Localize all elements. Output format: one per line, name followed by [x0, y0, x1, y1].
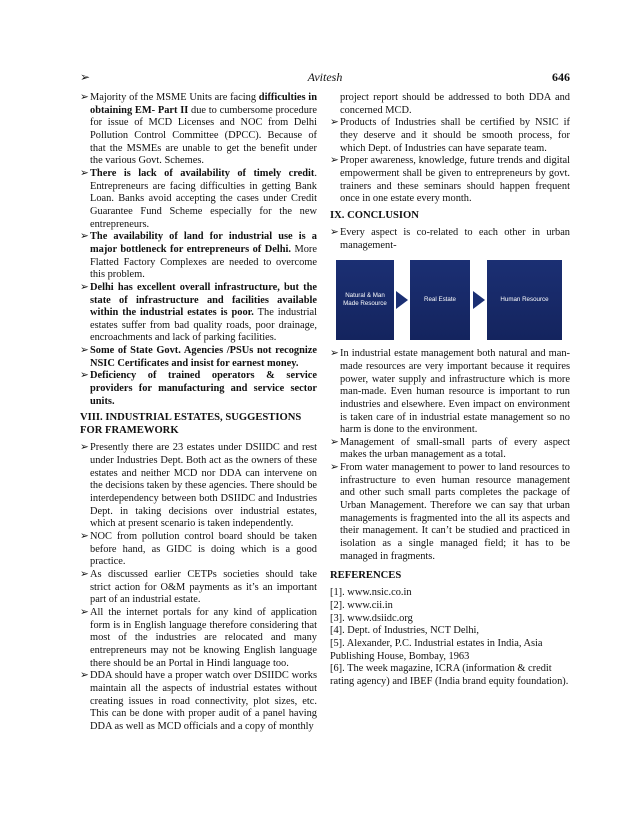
bullet-arrow-icon: ➢: [80, 370, 89, 382]
bullet-arrow-icon: ➢: [330, 462, 339, 474]
reference-item: [6]. The week magazine, ICRA (information & credit rating agency) and IBEF (India brand equity foundation).: [330, 663, 569, 687]
bullet-arrow-icon: ➢: [330, 436, 339, 448]
list-item: ➢ All the internet portals for any kind of application form is in English language therefore considering that most of the industries are relocated and many entrepreneurs may not be knowing English language there should be an Portal in Hindi language too.: [80, 606, 317, 669]
right-column: [330, 92, 570, 689]
list-item: ➢ Majority of the MSME Units are facing difficulties in obtaining EM- Part II due to cumbersome procedure for issue of MCD Licenses and NOC from Delhi Pollution Control Committee (DPCC). Because of that the MSMEs are unable to get the benefit under the various Govt. Schemes.: [80, 92, 317, 167]
list-item: ➢ As discussed earlier CETPs societies should take strict action for O&M payments as it’s an important part of an industrial estate.: [80, 568, 317, 606]
diagram-box-human-resource: Human Resource: [487, 260, 562, 340]
list-item: ➢ The availability of land for industrial use is a major bottleneck for entrepreneurs of Delhi. More Flatted Factory Complexes are needed to overcome this problem.: [80, 231, 317, 281]
bullet-arrow-icon: ➢: [330, 348, 339, 360]
list-item: ➢ DDA should have a proper watch over DSIIDC works maintain all the aspects of industrial estates without creating issues in road connectivity, plot sizes, etc. This can be done with proper audit of a panel having DDA as well as MCD officials and a copy of monthly: [80, 670, 317, 732]
bullet-arrow-icon: ➢: [330, 155, 339, 167]
list-item: ➢ Proper awareness, knowledge, future trends and digital empowerment shall be given to entrepreneurs by govt. trainers and these seminars should happen frequent once in one estate every month.: [330, 155, 570, 205]
continued-text: project report should be addressed to both DDA and concerned MCD.: [340, 92, 570, 116]
bullet-arrow-icon: ➢: [80, 531, 89, 542]
list-item: ➢ Delhi has excellent overall infrastructure, but the state of infrastructure and facilities available within the industrial estates is poor. The industrial estates suffer from bad quality roads, poor drainage, encroachments and lack of parking facilities.: [80, 281, 317, 344]
reference-item: [4]. Dept. of Industries, NCT Delhi,: [330, 625, 480, 637]
bold-phrase: The availability of land for industrial use is a major bottleneck for entrepreneurs of Delhi.: [90, 231, 317, 255]
diagram-arrow-icon: [396, 291, 408, 309]
bullet-arrow-icon: ➢: [80, 568, 89, 580]
bold-phrase: difficulties in obtaining EM- Part II: [90, 92, 317, 116]
bullet-arrow-icon: ➢: [80, 167, 89, 179]
list-item: [80, 370, 317, 408]
reference-item: [3]. www.dsiidc.org: [330, 612, 413, 624]
bullet-arrow-icon: ➢: [80, 606, 89, 618]
reference-item: [5]. Alexander, P.C. Industrial estates in India, Asia Publishing House, Bombay, 1963: [330, 638, 543, 662]
bullet-arrow-icon: ➢: [80, 442, 89, 454]
references-heading: REFERENCES: [330, 570, 402, 582]
bold-phrase: Deficiency of trained operators & service providers for manufacturing and service sector units.: [90, 370, 317, 407]
list-item: ➢ Products of Industries shall be certified by NSIC if they deserve and it should be smooth process, for which Dept. of Industries can have separate team.: [330, 117, 570, 154]
bullet-arrow-icon: ➢: [80, 281, 89, 293]
urban-management-diagram: [336, 260, 562, 340]
section-heading-ix: IX. CONCLUSION: [330, 209, 419, 221]
header-arrow-icon: ➢: [80, 70, 91, 84]
bullet-arrow-icon: ➢: [330, 117, 339, 129]
list-item: ➢ In industrial estate management both natural and man-made resources are very important because it requires power, water supply and infrastructure which is more man-made. Even human resource is important to run industries and elsewhere. Even impact on environment is taken care of in industrial estate management so no harm is done to the environment.: [330, 348, 570, 436]
bold-phrase: Some of State Govt. Agencies /PSUs not recognize NSIC Certificates and insist for earnest money.: [90, 345, 317, 369]
list-item: ➢ Presently there are 23 estates under DSIIDC and rest under Industries Dept. Both act as the owners of these estates and neither MCD nor DDA can intervene on the decisions taken by these agencies. There should be interdependency between both DSIIDC and Industries Dept. in taking decisions over industrial estates, which at present scenario is taken independently.: [80, 442, 317, 530]
bullet-arrow-icon: ➢: [330, 226, 339, 238]
diagram-box-real-estate: Real Estate: [410, 260, 470, 340]
list-item: [80, 345, 317, 370]
reference-item: [2]. www.cii.in: [330, 600, 393, 612]
bullet-arrow-icon: ➢: [80, 345, 89, 357]
bullet-arrow-icon: ➢: [80, 92, 89, 103]
list-item: ➢ Management of small-small parts of every aspect makes the urban management as a total.: [330, 436, 570, 461]
diagram-arrow-icon: [473, 291, 485, 309]
left-column: [80, 92, 317, 734]
bullet-arrow-icon: ➢: [80, 231, 89, 243]
section-heading-viii: VIII. INDUSTRIAL ESTATES, SUGGESTIONS FOR FRAMEWORK: [80, 412, 302, 437]
bullet-arrow-icon: ➢: [80, 670, 89, 682]
diagram-box-resources: Natural & Man Made Resource: [336, 260, 394, 340]
list-item: ➢ There is lack of availability of timely credit. Entrepreneurs are facing difficulties in getting Bank Loan. Banks avoid accepting the cases under Credit Guarantee Fund Scheme especially for the new entrepreneurs.: [80, 167, 317, 230]
list-item: ➢ NOC from pollution control board should be taken before hand, as GIDC is doing which is a good practice.: [80, 531, 317, 568]
list-item: ➢ Every aspect is co-related to each other in urban management-: [330, 226, 570, 251]
bold-phrase: There is lack of availability of timely credit: [90, 167, 315, 179]
list-item: ➢ From water management to power to land resources to infrastructure to even human resource management and other such small parts completes the package of Urban Management. Therefore we can say that urban managements is fragmented into the all its aspects and their management. It can’t be studied and practiced in isolation as a single managed field; it has to be managed in fragments.: [330, 462, 570, 562]
bold-phrase: Delhi has excellent overall infrastructure, but the state of infrastructure and facilities available within the industrial estates is poor.: [90, 281, 317, 319]
page-number: 646: [552, 70, 570, 84]
running-title: Avitesh: [307, 70, 343, 84]
page-header: [80, 70, 570, 86]
reference-item: [1]. www.nsic.co.in: [330, 587, 412, 599]
